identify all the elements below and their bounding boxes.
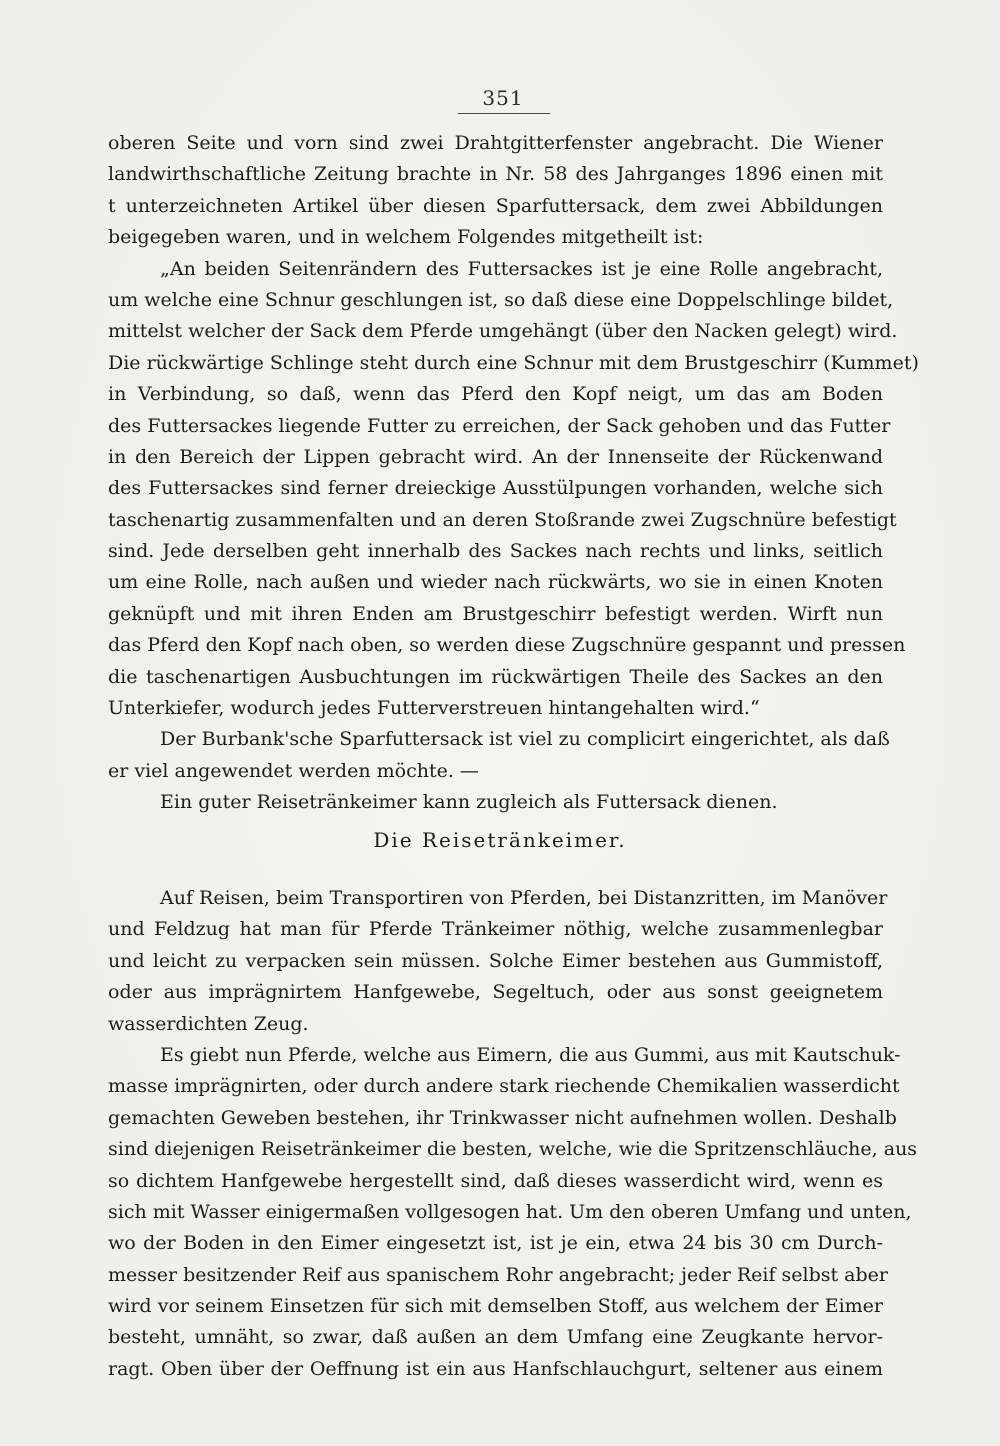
- text-line: des Futtersackes liegende Futter zu erreichen, der Sack gehoben und das Futter: [108, 414, 891, 437]
- text-line: t unterzeichneten Artikel über diesen Sparfuttersack, dem zwei Abbildungen: [108, 194, 883, 217]
- text-line: landwirthschaftliche Zeitung brachte in Nr. 58 des Jahrganges 1896 einen mit: [108, 163, 883, 186]
- page-number-rule: [458, 113, 550, 114]
- text-line: um eine Rolle, nach außen und wieder nach rückwärts, wo sie in einen Knoten: [108, 571, 883, 594]
- text-line: und Feldzug hat man für Pferde Tränkeimer nöthig, welche zusammenlegbar: [108, 918, 883, 941]
- text-line: oberen Seite und vorn sind zwei Drahtgitterfenster angebracht. Die Wiener: [108, 132, 883, 154]
- text-line: ragt. Oben über der Oeffnung ist ein aus Hanfschlauchgurt, seltener aus einem: [108, 1357, 883, 1380]
- text-line: Der Burbank'sche Sparfuttersack ist viel zu complicirt eingerichtet, als daß: [160, 728, 890, 751]
- text-line: wo der Boden in den Eimer eingesetzt ist, ist je ein, etwa 24 bis 30 cm Durch-: [108, 1232, 883, 1255]
- text-line: gemachten Geweben bestehen, ihr Trinkwasser nicht aufnehmen wollen. Deshalb: [108, 1106, 897, 1129]
- text-line: des Futtersackes sind ferner dreieckige Ausstülpungen vorhanden, welche sich: [108, 477, 883, 500]
- body-text-lower: [108, 883, 918, 1385]
- text-line: taschenartig zusammenfalten und an deren Stoßrande zwei Zugschnüre befestigt: [108, 508, 897, 531]
- text-line: wasserdichten Zeug.: [108, 1012, 309, 1035]
- text-line: sind. Jede derselben geht innerhalb des Sackes nach rechts und links, seitlich: [108, 540, 883, 563]
- text-line: messer besitzender Reif aus spanischem Rohr angebracht; jeder Reif selbst aber: [108, 1263, 888, 1286]
- text-line: um welche eine Schnur geschlungen ist, so daß diese eine Doppelschlinge bildet,: [108, 288, 894, 311]
- text-line: sind diejenigen Reisetränkeimer die besten, welche, wie die Spritzenschläuche, aus: [108, 1138, 918, 1161]
- text-line: in den Bereich der Lippen gebracht wird. An der Innenseite der Rückenwand: [108, 445, 883, 468]
- text-line: oder aus imprägnirtem Hanfgewebe, Segeltuch, oder aus sonst geeignetem: [108, 981, 883, 1004]
- text-line: das Pferd den Kopf nach oben, so werden diese Zugschnüre gespannt und pressen: [108, 634, 906, 657]
- text-line: so dichtem Hanfgewebe hergestellt sind, daß dieses wasserdicht wird, wenn es: [108, 1169, 883, 1192]
- text-line: beigegeben waren, und in welchem Folgendes mitgetheilt ist:: [108, 226, 704, 249]
- text-line: Die rückwärtige Schlinge steht durch eine Schnur mit dem Brustgeschirr (Kummet): [108, 351, 919, 374]
- text-line: die taschenartigen Ausbuchtungen im rückwärtigen Theile des Sackes an den: [108, 665, 883, 688]
- text-line: „An beiden Seitenrändern des Futtersackes ist je eine Rolle angebracht,: [160, 257, 883, 280]
- text-line: mittelst welcher der Sack dem Pferde umgehängt (über den Nacken gelegt) wird.: [108, 320, 898, 343]
- text-line: masse imprägnirten, oder durch andere stark riechende Chemikalien wasserdicht: [108, 1075, 900, 1098]
- text-line: wird vor seinem Einsetzen für sich mit demselben Stoff, aus welchem der Eimer: [108, 1295, 883, 1318]
- text-line: er viel angewendet werden möchte. —: [108, 759, 479, 782]
- text-line: Auf Reisen, beim Transportiren von Pferden, bei Distanzritten, im Manöver: [160, 887, 888, 909]
- text-line: besteht, umnäht, so zwar, daß außen an dem Umfang eine Zeugkante hervor-: [108, 1326, 883, 1349]
- page-number: 351: [482, 86, 524, 110]
- text-line: in Verbindung, so daß, wenn das Pferd den Kopf neigt, um das am Boden: [108, 383, 883, 406]
- text-line: Es giebt nun Pferde, welche aus Eimern, die aus Gummi, aus mit Kautschuk-: [160, 1043, 901, 1066]
- section-heading: Die Reisetränkeimer.: [373, 828, 627, 852]
- text-line: Unterkiefer, wodurch jedes Futterverstreuen hintangehalten wird.“: [108, 697, 760, 720]
- text-line: sich mit Wasser einigermaßen vollgesogen hat. Um den oberen Umfang und unten,: [108, 1200, 912, 1223]
- body-text-upper: [108, 128, 919, 819]
- text-line: und leicht zu verpacken sein müssen. Solche Eimer bestehen aus Gummistoff,: [108, 949, 883, 972]
- text-line: geknüpft und mit ihren Enden am Brustgeschirr befestigt werden. Wirft nun: [108, 602, 883, 625]
- text-line: Ein guter Reisetränkeimer kann zugleich als Futtersack dienen.: [160, 791, 778, 814]
